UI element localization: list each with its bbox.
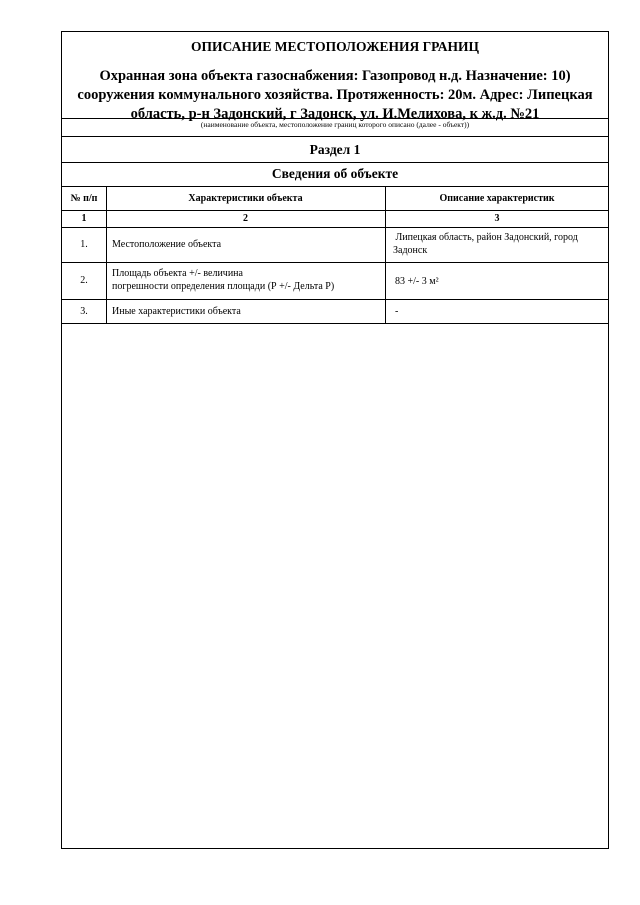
object-description <box>66 67 604 124</box>
table-row-border <box>62 262 608 263</box>
row-characteristic: Иные характеристики объекта <box>112 306 241 317</box>
divider <box>62 118 608 119</box>
column-index: 2 <box>243 213 248 224</box>
row-number: 1. <box>80 239 88 250</box>
table-row-border <box>62 323 608 324</box>
object-description-line: Охранная зона объекта газоснабжения: Газопровод н.д. Назначение: 10) <box>99 68 571 84</box>
row-characteristic-line: Площадь объекта +/- величина <box>112 268 243 279</box>
column-header-number: № п/п <box>70 193 98 204</box>
table-row-border <box>62 227 608 228</box>
column-header-characteristic: Характеристики объекта <box>188 193 303 204</box>
column-index: 3 <box>494 213 500 224</box>
table-column-border <box>385 186 386 323</box>
row-characteristic-line: погрешности определения площади (Р +/- Дельта Р) <box>112 280 335 292</box>
document-frame <box>61 31 609 849</box>
document-title: ОПИСАНИЕ МЕСТОПОЛОЖЕНИЯ ГРАНИЦ <box>191 39 479 54</box>
table-row-border <box>62 210 608 211</box>
column-header-description: Описание характеристик <box>439 193 555 204</box>
row-value: 83 +/- 3 м² <box>395 276 439 287</box>
row-number: 2. <box>80 275 88 286</box>
row-value-line: Задонск <box>393 244 428 256</box>
column-index: 1 <box>81 213 87 224</box>
object-caption: (наименование объекта, местоположение границ которого описано (далее - объект)) <box>200 120 470 129</box>
row-characteristic: Местоположение объекта <box>112 239 222 250</box>
table-column-border <box>106 186 107 323</box>
section-label: Раздел 1 <box>309 142 361 157</box>
table-row-border <box>62 299 608 300</box>
table-top-border <box>62 186 608 187</box>
row-value <box>393 232 607 257</box>
object-description-line: область, р-н Задонский, г Задонск, ул. И.Мелихова, к ж.д. №21 <box>130 106 540 122</box>
row-value-line: Липецкая область, район Задонский, город <box>393 232 578 243</box>
divider <box>62 136 608 137</box>
section-title: Сведения об объекте <box>271 166 399 181</box>
row-characteristic <box>112 268 382 293</box>
row-value: - <box>395 306 399 317</box>
row-number: 3. <box>80 306 88 317</box>
object-description-line: сооружения коммунального хозяйства. Протяженность: 20м. Адрес: Липецкая <box>77 87 593 103</box>
divider <box>62 162 608 163</box>
